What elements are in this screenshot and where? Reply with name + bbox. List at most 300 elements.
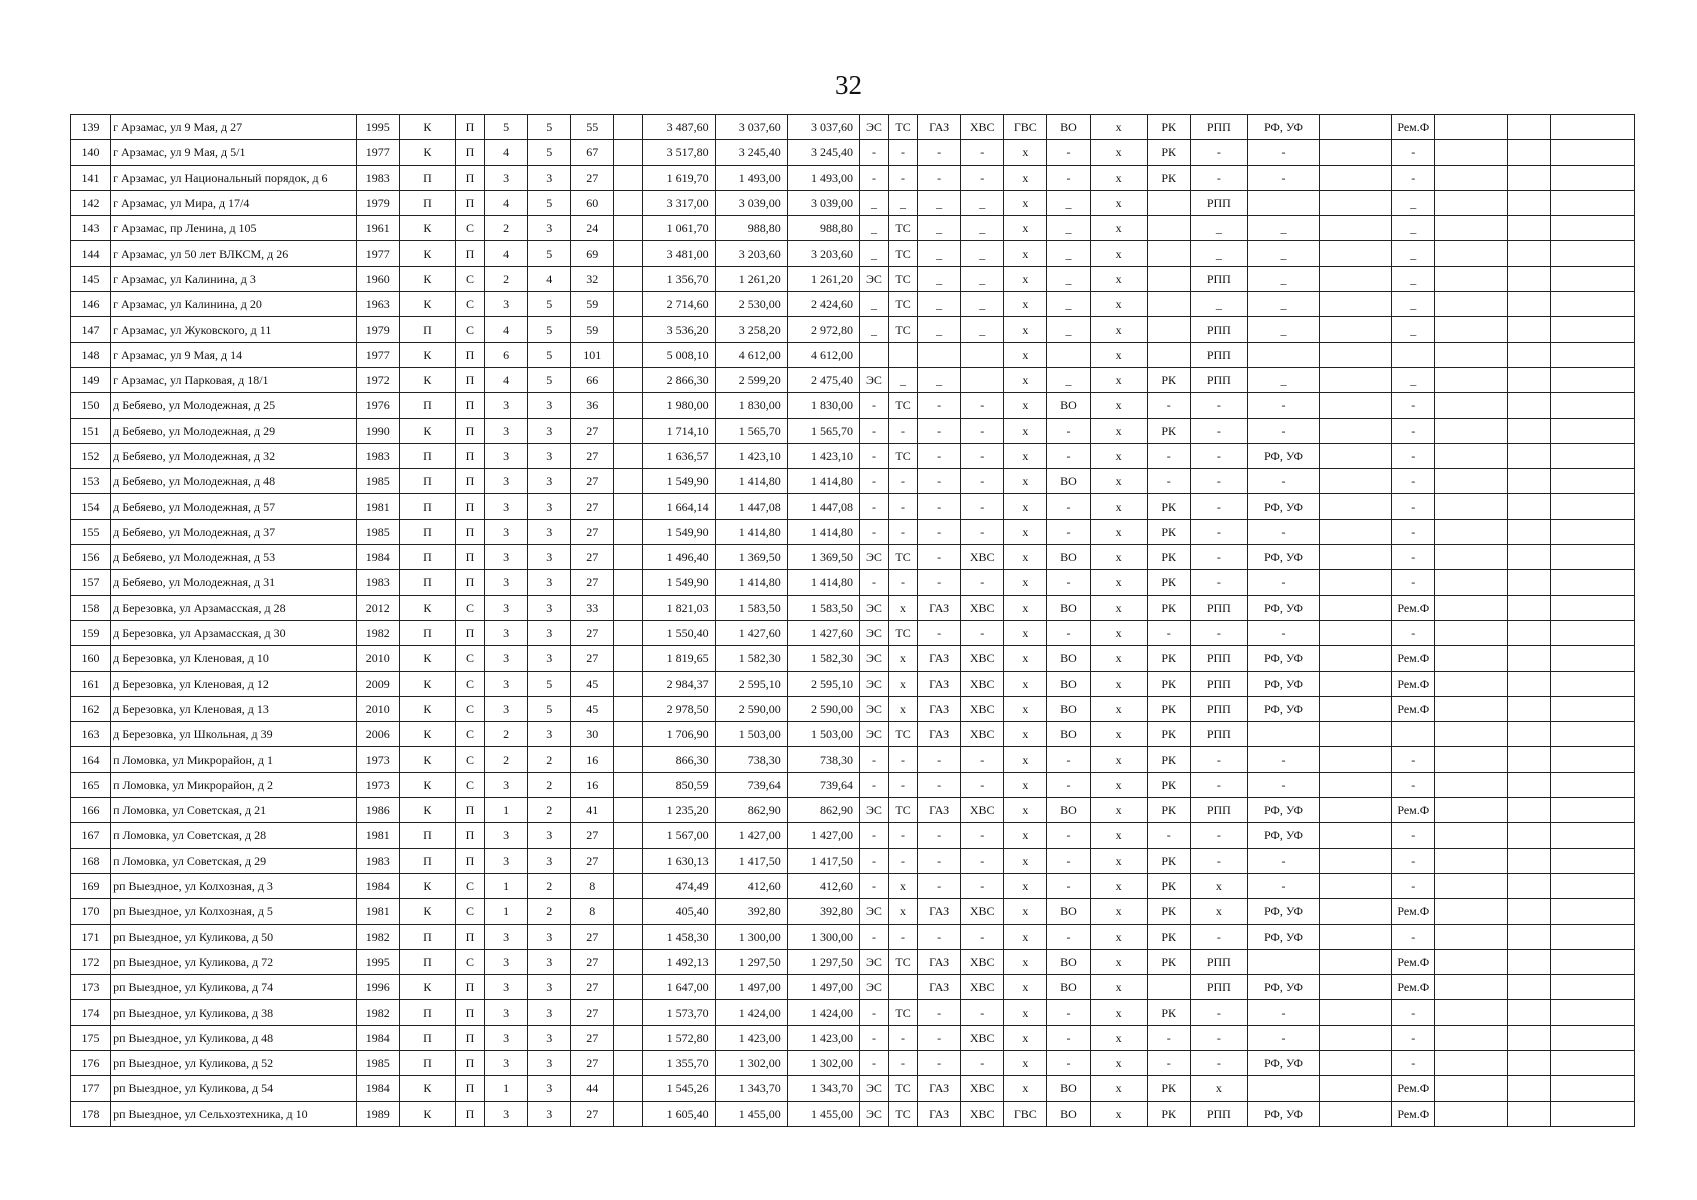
- table-cell: [1435, 317, 1507, 342]
- table-cell: _: [1392, 367, 1435, 392]
- table-cell: х: [1090, 494, 1147, 519]
- table-cell: 1981: [356, 494, 399, 519]
- table-cell: _: [961, 317, 1004, 342]
- table-cell: 3 245,40: [715, 140, 787, 165]
- table-cell: [614, 418, 643, 443]
- table-row: [71, 570, 1635, 595]
- table-cell: -: [918, 469, 961, 494]
- table-cell: 1 423,10: [787, 443, 859, 468]
- table-cell: 2 590,00: [787, 696, 859, 721]
- table-cell: 2 595,10: [715, 671, 787, 696]
- table-cell: -: [1190, 823, 1247, 848]
- table-cell: -: [859, 1000, 888, 1025]
- table-cell: 1 549,90: [643, 519, 715, 544]
- table-cell: РК: [1147, 772, 1190, 797]
- table-cell: ЭС: [859, 899, 888, 924]
- address-cell: д Березовка, ул Кленовая, д 10: [111, 646, 357, 671]
- table-cell: -: [1047, 418, 1090, 443]
- table-cell: 5 008,10: [643, 342, 715, 367]
- table-cell: Рем.Ф: [1392, 949, 1435, 974]
- table-cell: х: [1004, 671, 1047, 696]
- table-cell: П: [399, 165, 455, 190]
- table-cell: -: [961, 924, 1004, 949]
- table-cell: х: [1090, 115, 1147, 140]
- table-cell: 3: [528, 570, 571, 595]
- table-cell: П: [455, 1000, 484, 1025]
- table-cell: 44: [571, 1076, 614, 1101]
- table-cell: -: [1247, 873, 1319, 898]
- table-cell: _: [859, 190, 888, 215]
- table-cell: [1320, 190, 1392, 215]
- table-cell: 1 980,00: [643, 393, 715, 418]
- table-cell: _: [1247, 241, 1319, 266]
- table-cell: -: [1147, 1050, 1190, 1075]
- table-cell: П: [455, 241, 484, 266]
- table-cell: [614, 570, 643, 595]
- table-cell: -: [1147, 823, 1190, 848]
- table-cell: С: [455, 747, 484, 772]
- table-cell: х: [1004, 1050, 1047, 1075]
- table-cell: [1147, 241, 1190, 266]
- table-cell: -: [1047, 1025, 1090, 1050]
- table-cell: [1550, 342, 1634, 367]
- table-cell: -: [961, 140, 1004, 165]
- table-cell: С: [455, 317, 484, 342]
- table-row: [71, 798, 1635, 823]
- table-cell: П: [455, 519, 484, 544]
- table-cell: 3: [485, 1050, 528, 1075]
- table-cell: -: [961, 494, 1004, 519]
- table-cell: [1435, 823, 1507, 848]
- address-cell: рп Выездное, ул Куликова, д 72: [111, 949, 357, 974]
- table-cell: 1 582,30: [715, 646, 787, 671]
- table-cell: 1: [485, 798, 528, 823]
- table-cell: -: [961, 469, 1004, 494]
- table-cell: -: [1190, 848, 1247, 873]
- table-cell: [1320, 469, 1392, 494]
- table-cell: [1247, 190, 1319, 215]
- table-cell: ХВС: [961, 722, 1004, 747]
- row-number-cell: 152: [71, 443, 111, 468]
- table-cell: 3: [528, 722, 571, 747]
- table-cell: ЭС: [859, 367, 888, 392]
- table-cell: [1507, 342, 1550, 367]
- table-cell: [1320, 1000, 1392, 1025]
- table-cell: -: [918, 570, 961, 595]
- table-cell: [1550, 443, 1634, 468]
- table-cell: ВО: [1047, 696, 1090, 721]
- table-cell: [1550, 873, 1634, 898]
- table-cell: [1147, 975, 1190, 1000]
- table-cell: -: [889, 418, 918, 443]
- table-cell: [1507, 545, 1550, 570]
- table-cell: [614, 975, 643, 1000]
- table-cell: -: [918, 620, 961, 645]
- table-cell: -: [961, 1050, 1004, 1075]
- table-cell: _: [1247, 216, 1319, 241]
- table-cell: 1996: [356, 975, 399, 1000]
- table-cell: 1 414,80: [715, 469, 787, 494]
- table-cell: х: [1090, 1076, 1147, 1101]
- table-cell: 739,64: [787, 772, 859, 797]
- table-cell: х: [1004, 494, 1047, 519]
- address-cell: д Бебяево, ул Молодежная, д 32: [111, 443, 357, 468]
- table-row: [71, 620, 1635, 645]
- table-cell: 1 423,10: [715, 443, 787, 468]
- table-cell: -: [918, 165, 961, 190]
- table-cell: 2 984,37: [643, 671, 715, 696]
- table-cell: -: [1392, 823, 1435, 848]
- row-number-cell: 140: [71, 140, 111, 165]
- table-cell: 1 297,50: [787, 949, 859, 974]
- table-cell: х: [1090, 873, 1147, 898]
- table-cell: 862,90: [787, 798, 859, 823]
- table-cell: ХВС: [961, 595, 1004, 620]
- table-cell: [1550, 241, 1634, 266]
- table-cell: 3 203,60: [715, 241, 787, 266]
- table-cell: 1 235,20: [643, 798, 715, 823]
- table-cell: 2 595,10: [787, 671, 859, 696]
- address-cell: г Арзамас, ул Мира, д 17/4: [111, 190, 357, 215]
- table-cell: _: [859, 241, 888, 266]
- table-cell: [614, 671, 643, 696]
- table-cell: П: [455, 469, 484, 494]
- table-cell: _: [1047, 266, 1090, 291]
- table-cell: х: [1004, 216, 1047, 241]
- table-cell: [1550, 165, 1634, 190]
- table-cell: -: [859, 165, 888, 190]
- table-cell: РК: [1147, 646, 1190, 671]
- table-cell: 3: [485, 646, 528, 671]
- table-cell: -: [1047, 519, 1090, 544]
- table-cell: х: [1004, 241, 1047, 266]
- table-cell: -: [918, 443, 961, 468]
- table-cell: х: [1090, 595, 1147, 620]
- table-cell: 69: [571, 241, 614, 266]
- table-cell: 2 530,00: [715, 292, 787, 317]
- table-cell: _: [1047, 292, 1090, 317]
- table-cell: х: [1004, 722, 1047, 747]
- address-cell: д Бебяево, ул Молодежная, д 37: [111, 519, 357, 544]
- table-cell: х: [1090, 696, 1147, 721]
- table-cell: [1550, 1000, 1634, 1025]
- table-cell: 45: [571, 671, 614, 696]
- table-cell: -: [1190, 924, 1247, 949]
- table-cell: -: [1147, 469, 1190, 494]
- table-row: [71, 469, 1635, 494]
- table-cell: ЭС: [859, 266, 888, 291]
- table-cell: _: [889, 190, 918, 215]
- table-cell: 5: [528, 671, 571, 696]
- table-cell: х: [1090, 292, 1147, 317]
- table-cell: 2 972,80: [787, 317, 859, 342]
- table-cell: [1247, 949, 1319, 974]
- table-cell: 3: [485, 545, 528, 570]
- table-cell: РК: [1147, 595, 1190, 620]
- table-cell: 1 302,00: [715, 1050, 787, 1075]
- table-cell: РФ, УФ: [1247, 696, 1319, 721]
- table-cell: -: [889, 747, 918, 772]
- table-cell: РПП: [1190, 798, 1247, 823]
- table-cell: ТС: [889, 722, 918, 747]
- table-cell: х: [1004, 469, 1047, 494]
- table-cell: -: [1047, 443, 1090, 468]
- table-cell: РК: [1147, 545, 1190, 570]
- table-cell: -: [1247, 140, 1319, 165]
- table-cell: х: [1090, 216, 1147, 241]
- table-cell: К: [399, 975, 455, 1000]
- table-cell: [1247, 342, 1319, 367]
- table-cell: РК: [1147, 494, 1190, 519]
- table-cell: 1 424,00: [715, 1000, 787, 1025]
- table-cell: -: [961, 873, 1004, 898]
- table-cell: ЭС: [859, 722, 888, 747]
- table-row: [71, 494, 1635, 519]
- table-cell: 3: [528, 165, 571, 190]
- table-cell: х: [1004, 393, 1047, 418]
- table-cell: _: [1247, 317, 1319, 342]
- table-cell: 1 493,00: [787, 165, 859, 190]
- table-cell: [1320, 646, 1392, 671]
- table-cell: 1 369,50: [787, 545, 859, 570]
- table-cell: РФ, УФ: [1247, 924, 1319, 949]
- table-cell: [1507, 722, 1550, 747]
- table-cell: ВО: [1047, 1101, 1090, 1126]
- table-cell: -: [889, 924, 918, 949]
- table-cell: РПП: [1190, 696, 1247, 721]
- table-cell: [1507, 899, 1550, 924]
- table-cell: [1507, 1025, 1550, 1050]
- table-cell: РК: [1147, 1101, 1190, 1126]
- table-cell: -: [918, 545, 961, 570]
- table-cell: х: [1004, 823, 1047, 848]
- table-cell: х: [1004, 418, 1047, 443]
- table-cell: 2 424,60: [787, 292, 859, 317]
- table-cell: ЭС: [859, 975, 888, 1000]
- table-cell: 3: [528, 1025, 571, 1050]
- address-cell: рп Выездное, ул Куликова, д 54: [111, 1076, 357, 1101]
- table-cell: [889, 975, 918, 1000]
- table-cell: РПП: [1190, 115, 1247, 140]
- table-cell: _: [859, 317, 888, 342]
- table-cell: 2010: [356, 646, 399, 671]
- table-cell: К: [399, 1101, 455, 1126]
- address-cell: г Арзамас, ул Парковая, д 18/1: [111, 367, 357, 392]
- table-cell: _: [961, 292, 1004, 317]
- table-cell: РПП: [1190, 317, 1247, 342]
- table-cell: Рем.Ф: [1392, 798, 1435, 823]
- table-cell: 3 258,20: [715, 317, 787, 342]
- table-cell: 1 261,20: [715, 266, 787, 291]
- table-cell: -: [1247, 418, 1319, 443]
- table-cell: -: [859, 494, 888, 519]
- table-cell: х: [1004, 1025, 1047, 1050]
- table-cell: К: [399, 696, 455, 721]
- table-cell: [1320, 367, 1392, 392]
- table-cell: [1320, 317, 1392, 342]
- table-cell: -: [1190, 140, 1247, 165]
- table-cell: К: [399, 140, 455, 165]
- table-cell: [1507, 873, 1550, 898]
- table-cell: [1047, 342, 1090, 367]
- table-cell: 1981: [356, 899, 399, 924]
- table-cell: Рем.Ф: [1392, 899, 1435, 924]
- table-cell: х: [1090, 165, 1147, 190]
- table-cell: 27: [571, 494, 614, 519]
- table-cell: 1981: [356, 823, 399, 848]
- table-cell: 4 612,00: [715, 342, 787, 367]
- table-cell: ВО: [1047, 949, 1090, 974]
- table-cell: 55: [571, 115, 614, 140]
- table-cell: [614, 899, 643, 924]
- table-cell: 1: [485, 873, 528, 898]
- table-cell: [1435, 494, 1507, 519]
- table-cell: [1550, 1050, 1634, 1075]
- table-cell: 3 245,40: [787, 140, 859, 165]
- table-cell: П: [455, 393, 484, 418]
- table-cell: [614, 1025, 643, 1050]
- table-cell: х: [1004, 266, 1047, 291]
- address-cell: д Бебяево, ул Молодежная, д 29: [111, 418, 357, 443]
- table-cell: [1507, 1076, 1550, 1101]
- table-cell: [1320, 519, 1392, 544]
- table-cell: РК: [1147, 418, 1190, 443]
- table-cell: 412,60: [715, 873, 787, 898]
- table-cell: 3: [528, 418, 571, 443]
- table-cell: 59: [571, 317, 614, 342]
- table-cell: [614, 848, 643, 873]
- address-cell: рп Выездное, ул Куликова, д 50: [111, 924, 357, 949]
- table-cell: 2: [528, 747, 571, 772]
- row-number-cell: 168: [71, 848, 111, 873]
- table-cell: [1320, 848, 1392, 873]
- table-cell: С: [455, 216, 484, 241]
- table-cell: 1 424,00: [787, 1000, 859, 1025]
- address-cell: д Бебяево, ул Молодежная, д 53: [111, 545, 357, 570]
- table-cell: х: [1090, 975, 1147, 1000]
- table-cell: РПП: [1190, 646, 1247, 671]
- table-cell: [614, 1076, 643, 1101]
- table-cell: 27: [571, 949, 614, 974]
- table-cell: -: [1392, 924, 1435, 949]
- table-row: [71, 722, 1635, 747]
- table-cell: [1435, 190, 1507, 215]
- table-cell: [1320, 899, 1392, 924]
- table-cell: 3: [528, 545, 571, 570]
- table-cell: [1392, 342, 1435, 367]
- table-cell: 1 414,80: [715, 519, 787, 544]
- table-cell: х: [1004, 696, 1047, 721]
- table-cell: Рем.Ф: [1392, 595, 1435, 620]
- row-number-cell: 149: [71, 367, 111, 392]
- table-cell: -: [1147, 620, 1190, 645]
- table-cell: 27: [571, 823, 614, 848]
- table-cell: ГАЗ: [918, 1101, 961, 1126]
- table-cell: Рем.Ф: [1392, 1101, 1435, 1126]
- table-cell: 1 343,70: [715, 1076, 787, 1101]
- table-cell: П: [455, 1050, 484, 1075]
- table-cell: [1320, 747, 1392, 772]
- table-cell: [1435, 140, 1507, 165]
- table-cell: 392,80: [787, 899, 859, 924]
- table-cell: [1507, 1050, 1550, 1075]
- table-cell: 1 664,14: [643, 494, 715, 519]
- table-cell: [1435, 165, 1507, 190]
- table-cell: РФ, УФ: [1247, 823, 1319, 848]
- table-cell: 1963: [356, 292, 399, 317]
- table-cell: -: [961, 570, 1004, 595]
- address-cell: д Березовка, ул Арзамасская, д 30: [111, 620, 357, 645]
- table-cell: [1320, 1076, 1392, 1101]
- table-cell: 1 455,00: [715, 1101, 787, 1126]
- table-cell: ГАЗ: [918, 646, 961, 671]
- table-cell: С: [455, 696, 484, 721]
- table-cell: [1550, 469, 1634, 494]
- table-cell: 1 414,80: [715, 570, 787, 595]
- table-cell: 1985: [356, 469, 399, 494]
- table-cell: 2006: [356, 722, 399, 747]
- table-row: [71, 190, 1635, 215]
- table-cell: 1: [485, 1076, 528, 1101]
- row-number-cell: 166: [71, 798, 111, 823]
- table-cell: -: [889, 570, 918, 595]
- table-cell: -: [1247, 848, 1319, 873]
- table-cell: [1320, 722, 1392, 747]
- row-number-cell: 158: [71, 595, 111, 620]
- table-cell: 27: [571, 975, 614, 1000]
- table-cell: -: [889, 519, 918, 544]
- table-cell: РК: [1147, 696, 1190, 721]
- table-cell: [1247, 1076, 1319, 1101]
- table-cell: -: [961, 443, 1004, 468]
- table-cell: [1550, 317, 1634, 342]
- table-cell: _: [1392, 317, 1435, 342]
- table-cell: [1550, 367, 1634, 392]
- table-row: [71, 266, 1635, 291]
- table-cell: РК: [1147, 367, 1190, 392]
- table-cell: ХВС: [961, 975, 1004, 1000]
- table-cell: х: [1004, 443, 1047, 468]
- table-cell: -: [1392, 747, 1435, 772]
- row-number-cell: 163: [71, 722, 111, 747]
- table-cell: 1 497,00: [787, 975, 859, 1000]
- table-cell: х: [1090, 266, 1147, 291]
- table-cell: ТС: [889, 266, 918, 291]
- table-cell: -: [1047, 570, 1090, 595]
- table-cell: _: [1392, 216, 1435, 241]
- housing-registry-table: [70, 114, 1635, 1127]
- table-cell: [1320, 1101, 1392, 1126]
- table-cell: [1435, 393, 1507, 418]
- table-cell: _: [1047, 190, 1090, 215]
- table-cell: [1147, 266, 1190, 291]
- table-cell: 1977: [356, 241, 399, 266]
- table-cell: П: [455, 798, 484, 823]
- table-cell: -: [889, 848, 918, 873]
- table-cell: ХВС: [961, 646, 1004, 671]
- table-cell: [1507, 140, 1550, 165]
- table-cell: -: [1392, 443, 1435, 468]
- table-cell: К: [399, 292, 455, 317]
- table-row: [71, 418, 1635, 443]
- table-cell: 1972: [356, 367, 399, 392]
- row-number-cell: 169: [71, 873, 111, 898]
- table-cell: х: [1004, 1000, 1047, 1025]
- row-number-cell: 148: [71, 342, 111, 367]
- table-cell: ТС: [889, 949, 918, 974]
- table-cell: -: [859, 519, 888, 544]
- table-cell: х: [1090, 140, 1147, 165]
